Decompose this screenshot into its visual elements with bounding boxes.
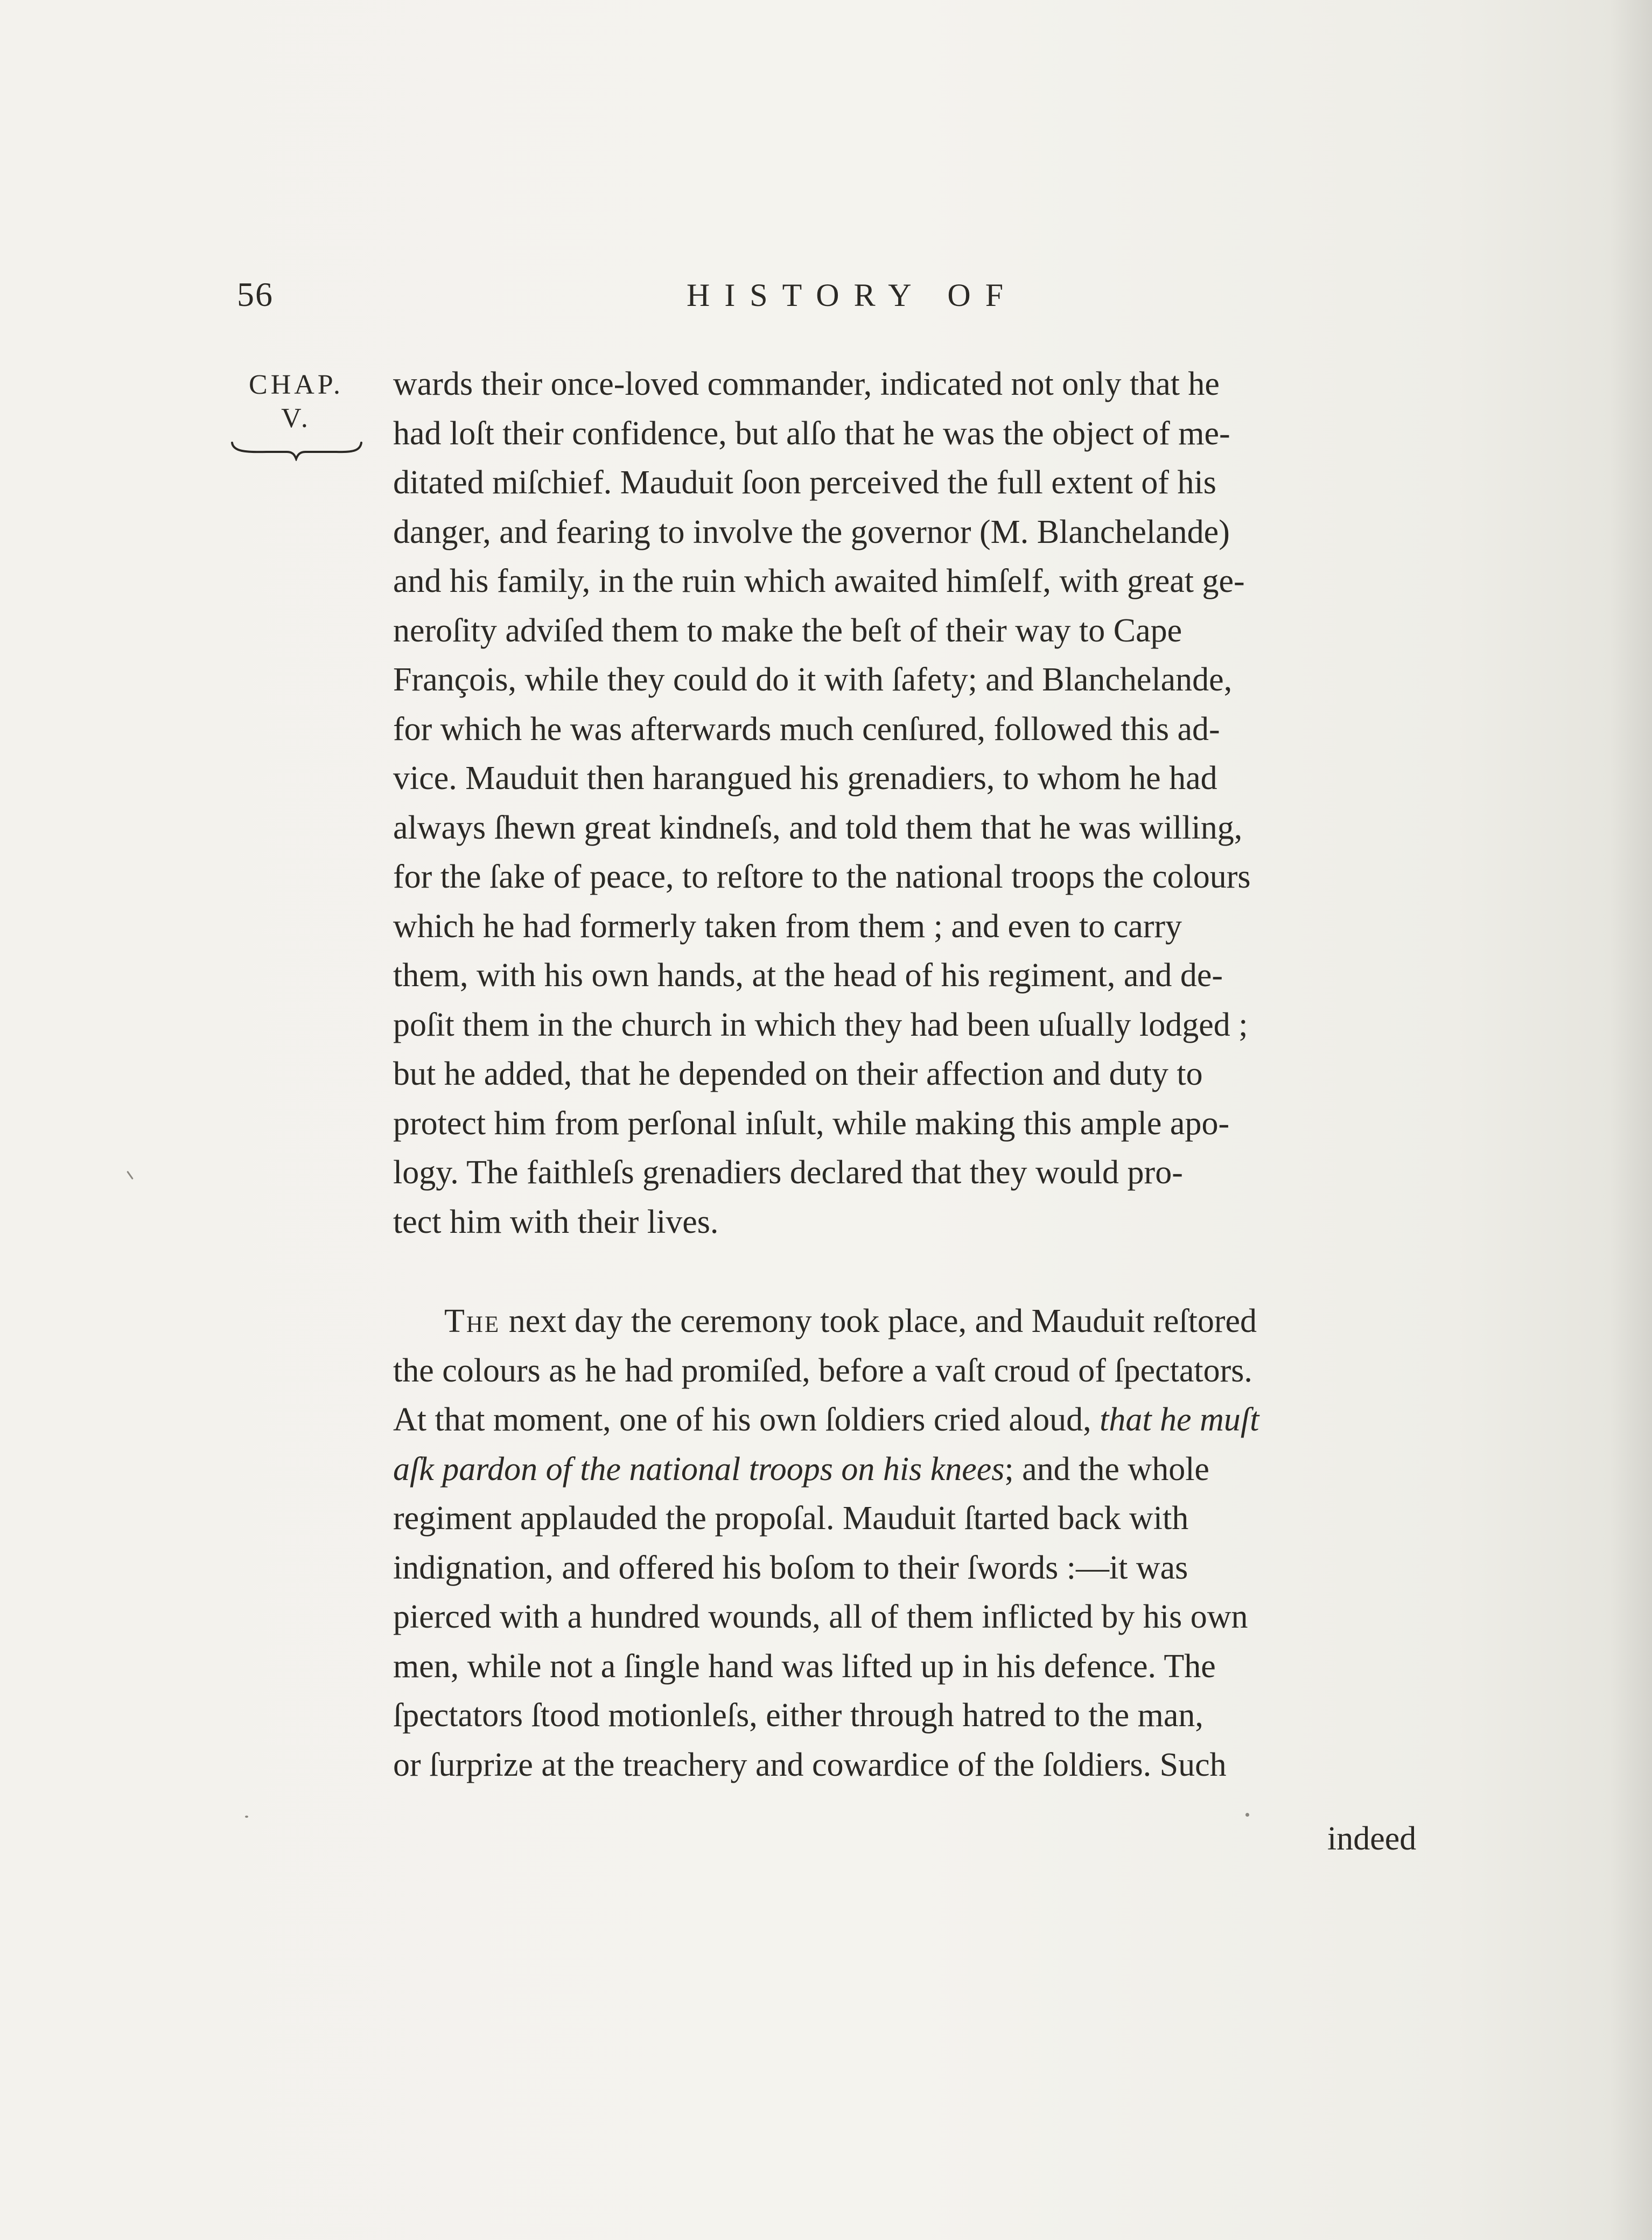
text-line: them, with his own hands, at the head of his regiment, and de-	[393, 957, 1223, 994]
text-line	[393, 1297, 1424, 1346]
text-span: next day the ceremony took place, and Mauduit reſtored	[500, 1303, 1257, 1339]
text-line: ſpectators ſtood motionleſs, either through hatred to the man,	[393, 1697, 1203, 1734]
text-line: vice. Mauduit then harangued his grenadiers, to whom he had	[393, 760, 1217, 797]
chapter-number: V.	[281, 403, 311, 434]
text-line: poſit them in the church in which they had been uſually lodged ;	[393, 1006, 1248, 1043]
text-line: ditated miſchief. Mauduit ſoon perceived the full extent of his	[393, 464, 1216, 501]
italic-quote: aſk pardon of the national troops on his knees	[393, 1450, 1005, 1488]
text-line: protect him from perſonal inſult, while making this ample apo-	[393, 1105, 1230, 1142]
text-line: neroſity adviſed them to make the beſt of their way to Cape	[393, 612, 1182, 649]
page-edge-shadow	[1609, 0, 1652, 2240]
text-line: but he added, that he depended on their affection and duty to	[393, 1056, 1203, 1092]
text-line: regiment applauded the propoſal. Mauduit ſtarted back with	[393, 1500, 1189, 1537]
text-line: or ſurprize at the treachery and cowardice of the ſoldiers. Such	[393, 1746, 1227, 1783]
text-line: danger, and fearing to involve the governor (M. Blanchelande)	[393, 513, 1230, 550]
text-line: wards their once-loved commander, indicated not only that he	[393, 366, 1220, 402]
text-line: men, while not a ſingle hand was lifted up in his defence. The	[393, 1648, 1216, 1685]
text-line: the colours as he had promiſed, before a vaſt croud of ſpectators.	[393, 1352, 1252, 1389]
paragraph-first-word: The	[444, 1303, 501, 1339]
chapter-margin-note	[226, 368, 366, 461]
text-line: indignation, and offered his boſom to their ſwords :—it was	[393, 1549, 1188, 1586]
catchword: indeed	[1327, 1820, 1417, 1857]
chapter-label: CHAP.	[249, 369, 344, 400]
text-line: always ſhewn great kindneſs, and told them that he was willing,	[393, 809, 1243, 846]
paragraph-2	[393, 1297, 1424, 1790]
text-line: tect him with their lives.	[393, 1203, 719, 1240]
text-line: and his family, in the ruin which awaited himſelf, with great ge-	[393, 563, 1245, 599]
text-line	[393, 1445, 1424, 1495]
text-line	[393, 1395, 1424, 1445]
text-line: François, while they could do it with ſafety; and Blanchelande,	[393, 661, 1233, 698]
page-number: 56	[237, 275, 274, 313]
body-text	[393, 360, 1424, 1790]
text-line: had loſt their confidence, but alſo that he was the object of me-	[393, 415, 1230, 452]
text-span: ; and the whole	[1004, 1450, 1209, 1488]
running-title: HISTORY OF	[687, 277, 1018, 313]
text-line: logy. The faithleſs grenadiers declared that they would pro-	[393, 1154, 1183, 1191]
paragraph-1	[393, 360, 1424, 1247]
paper-speck	[1245, 1813, 1249, 1817]
page-header	[237, 275, 1422, 323]
ornamental-brace-icon	[229, 439, 363, 461]
paper-speck	[127, 1171, 134, 1180]
paper-speck	[245, 1816, 248, 1818]
text-line: for which he was afterwards much cenſured, followed this ad-	[393, 710, 1220, 748]
text-line: which he had formerly taken from them ; and even to carry	[393, 908, 1182, 945]
text-line: for the ſake of peace, to reſtore to the national troops the colours	[393, 859, 1251, 895]
italic-quote: that he muſt	[1100, 1401, 1259, 1438]
text-line: pierced with a hundred wounds, all of them inflicted by his own	[393, 1599, 1248, 1635]
text-span: At that moment, one of his own ſoldiers cried aloud,	[393, 1401, 1100, 1438]
